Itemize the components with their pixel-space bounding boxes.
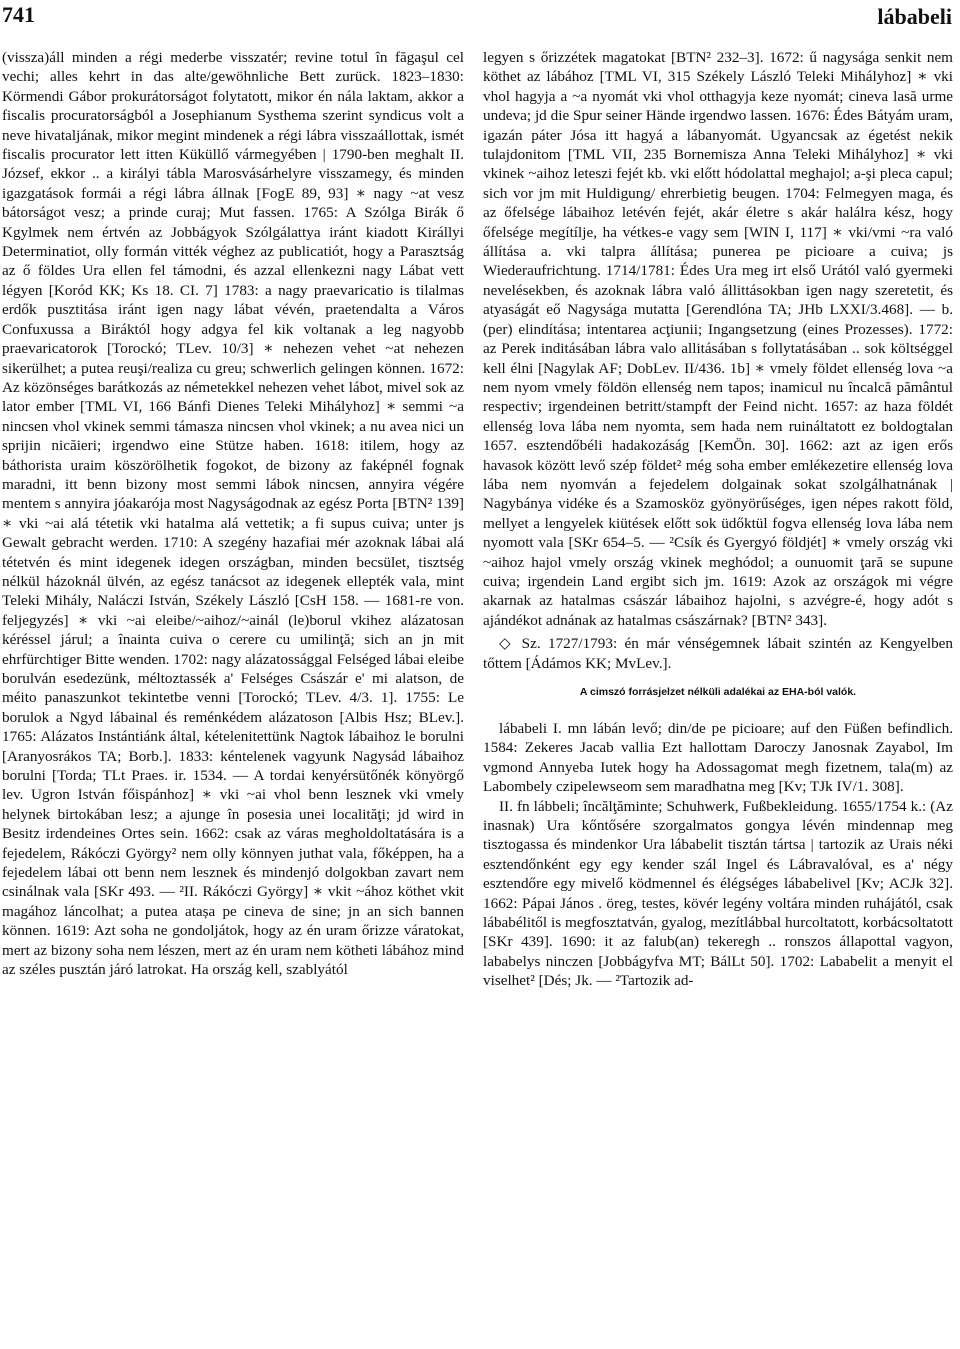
dictionary-paragraph: (vissza)áll minden a régi mederbe visszatér; revine totul în făgaşul cel vechi; alles kehrt in das alte/gewöhnliche Bett zurück. 1823–1830: Körmendi Gábor prokurátorságot folytatott, mikor én nála laktam, akkor a fiscalis procuratorságból a Josephianum Systhema szerint syndicus volt a neve hivataljának, mikor megint mindenek a régi lábra visszaállottak, ismét fiscalis procurator lett itten Küküllő vármegyében | 1790-ben meghalt II. József, ekkor .. a királyi tábla Marosvásárhelyre visszamegy, és minden igazgatások formái a régi lábra állnak [FogE 89, 93] ∗ nagy ~at vesz bátorságot vesz; a prinde curaj; Mut fassen. 1765: A Szólga Birák ő Kgylmek nem értvén az Jobbágyok Szólgálattya iránt kiadott Királlyi Determinatiot, olly formán vitték véghez az publicatiót, hogy a Parasztság az ő földes Ura ellen fel támodni, és azzal ellenkezni nagy Lábat vett légyen [Koród KK; Ks 18. CI. 7] 1783: a nagy praevaricatio is tilalmas erdők pusztitása iránt igen nagy lábat vévén, praetendalta a Város Confuxussa a Biráktól hogy adgya fel kik voltanak a leg nagyobb praevaricatorok [Torockó; TLev. 10/3] ∗ nehezen vehet ~at nehezen sikerülhet; a putea reuşi/realiza cu greu; schwerlich gelingen können. 1672: Az közönséges barátkozás az németekkel nehezen vehet lábot, mivel sok az lator ember [TML VI, 166 Bánfi Dienes Teleki Mihályhoz] ∗ semmi ~a nincsen vhol vkinek semmi támasza nincsen vhol vkinek; a nu avea nici un sprijin nicăieri; irgendwo eine Stütze haben. 1618: itilem, hogy az báthorista uraim köszörölhetik fogokot, de bizony az faképnél fognak maradni, itt benn bizony most semmi lábok nincsen, annyira végére mentem s annyira jóakarója most Nagyságodnak az egész Porta [BTN² 139] ∗ vki ~ai alá tétetik vki hatalma alá vettetik; a fi supus cuiva; unter js Gewalt gebracht werden. 1710: A szegény hazafiai mér azoknak lábai alá tétetvén és mint idegenek idegen országban, minden becsület, tisztség nélkül házoknál ülvén, az egész tanácsot az idegenek ellepték vala, mint Teleki Mihály, Naláczi István, Székely László [CsH 158. — 1681-re von. feljegyzés] ∗ vki ~ai eleibe/~aihoz/~ainál (le)borul vkihez alázatosan kéréssel járul; a înainta cuiva o cerere cu umilinţă; sich an jn mit ehrfürchtiger Bitte wenden. 1702: nagy alázatossággal Felséged lábai eleibe borulván esedezünk, méltoztassék a' Felséges Császár e' mi alatson, de méito panaszunkot tekintetbe venni [Torockó; TLev. 4/3. 1]. 1755: Le borulok a Ngyd lábainal és reménkédem alázatoson [Albis Hsz; BLev.]. 1765: Alázatos Instántiánk által, kételenitettünk Nagtok lábaihoz le borulni [Aranyosrákos TA; Borb.]. 1833: kéntelenek vagyunk Nagysád lábaihoz borulni [Torda; TLt Praes. ir. 1534. — A tordai kenyérsütőnék könyörgő lev. Ugron István főispánhoz] ∗ vki ~ai vhol benn lesznek vki vmely helynek birtokában lesz; a ajunge în posesia unei localităţi; jd wird in Besitz irdendeines Ortes sein. 1662: csak az váras megholdoltatására is a fejedelem, Rákóczi György² nem olly könnyen juthat vala, főképpen, ha a fejedelem lábai ott benn nem lesznek és mindenjó dolgokban zavart nem csinálnak vala [SKr 493. — ²II. Rákóczi György] ∗ vkit ~ához köthet vkit magához láncolhat; a putea atașa pe cineva de sine; jn an sich bannen können. 1619: Azt soha ne gondoljátok, hogy az én uram őrizze váratokat, mert az bizony soha nem lészen, mert az én uram nem kötheti lábához mind az széles pusztán járó latrokat. Ha ország kell, szablyától — [2, 49, 464, 979]
entry-lababeli-2: II. fn lábbeli; încălţăminte; Schuhwerk, Fußbekleidung. 1655/1754 k.: (Az inasnak) Ura kőntősére szorgalmatos gongya lévén mindennap meg tisztogassa és mindenkor Ura lábabelit tisztán tártsa | tartozik az Urais néki esztendőnként egy egy kender szál Ingel és Lábravalóval, es a' négy esztendőre egy mivelő ködmennel és élégséges lábabelivel [Kv; ACJk 32]. 1662: Pápai János . öreg, testes, kövér legény voltára minden ruhájától, csak lábabélitől is megfosztatván, gyalog, mezítlábbal hurcoltatott, korbácsoltatott [SKr 439]. 1690: it az falub(an) tekeregh .. ronszos állapottal vagyon, lababelys ninczen [Jobbágyfva MT; BálLt 50]. 1702: Lababelit a menyit el viselhet² [Dés; Jk. — ²Tartozik ad- — [483, 797, 953, 990]
left-column — [2, 48, 464, 980]
right-column — [483, 48, 953, 991]
page-header — [0, 0, 960, 34]
source-footnote: A cimszó forrásjelzet nélküli adalékai az EHA-ból valók. — [579, 686, 857, 698]
entry-lababeli-1: lábabeli I. mn lábán levő; din/de pe picioare; auf den Füßen befindlich. 1584: Zekeres Jacab vallia Ezt hallottam Daroczy Janosnak Zayabol, Im vgmond Annyeba Iutek hogy ha Adossagomat megh fizetnem, tala(m) az Labombely czipelewseom sem maradhatna meg [Kv; TJk IV/1. 308]. — [483, 720, 953, 796]
dictionary-paragraph: legyen s őrizzétek magatokat [BTN² 232–3]. 1672: ű nagysága senkit nem köthet az lábához [TML VI, 315 Székely László Teleki Mihályhoz] ∗ vki vhol hagyja a ~a nyomát vki vhol otthagyja keze nyomát; cineva lasă urme undeva; jd die Spur seiner Hände irgendwo lassen. 1676: Édes Bátyám uram, igazán páter Jósa itt hagyá a lábanyomát. Ugyancsak az égetést nekik tulajdonitom [TML VII, 235 Bornemisza Anna Teleki Mihályhoz] ∗ vki vkinek ~aihoz leteszi fejét kb. vki előtt hódolattal meghajol; a-şi pleca capul; sich vor jm mit Huldigung/ ehrerbietig beugen. 1704: Felmegyen maga, és az őfelsége lábaihoz letévén fejét, akár életre s akár halálra kész, hogy őfelsége megítílje, ha vétkes-e vagy sem [WIN I, 117] ∗ vki/vmi ~ra való állítása a. vki talpra állítása; punerea pe picioare a cuiva; js Wiederaufrichtung. 1714/1781: Édes Ura meg irt első Urától való gyermeki nevelésekben, és azoknak lábra való állittásokban igen nagy szeretetit, és atyaságát eő Nagysága mutatta [Gerendlóna TA; JHb LXXI/3.468]. — b. (per) elindítása; intentarea acţiunii; Ingangsetzung (eines Prozesses). 1772: az Perek inditásában lábra valo allitásában s follytatásában .. sok költséggel kell élni [Nagylak AF; DobLev. II/436. 1b] ∗ vmely földet ellenség lova ~a nem nyom vmely földön ellenség nem tapos; inamicul nu încalcă pământul respectiv; irgendeinen betritt/stampft der Feind nicht. 1657: az haza földét ellenség lova lába nem nyomta, sem hada nem ruináltatott ez boldogtalan 1657. esztendőbéli hadakozáság [KemÖn. 30]. 1662: azt az igen erős havasok között levő szép földet² még soha ember emlékezetire ellenség lova lába nem nyomván a fejedelem dolgainak sokat szolgálhatnának | Nagybánya vidéke és a Szamosköz gyönyörűséges, igen népes rakott föld, mellyet a lengyelek kiütések előtt sok üdőktül fogva ellenség lova lába nem nyomott vala [SKr 654–5. — ²Csík és Gyergyó földjét] ∗ vmely ország vki ~aihoz hajol vmely ország vkinek meghódol; a ounuomit ţară se supune cuiva; irgendein Land ergibt sich jm. 1619: Azok az országok mi végre akarnak az hatalmas császár lábaihoz hajolni, s azvégre-é, hogy adót s ajándékot adnának az hatalmas császárnak? [BTN² 343]. — [483, 49, 953, 629]
page-number: 741 — [2, 2, 35, 27]
dictionary-paragraph: ◇ Sz. 1727/1793: én már vénségemnek lábait szintén az Kengyelben tőttem [Ádámos KK; MvLev.]. — [483, 635, 953, 672]
running-headword: lábabeli — [877, 4, 952, 29]
